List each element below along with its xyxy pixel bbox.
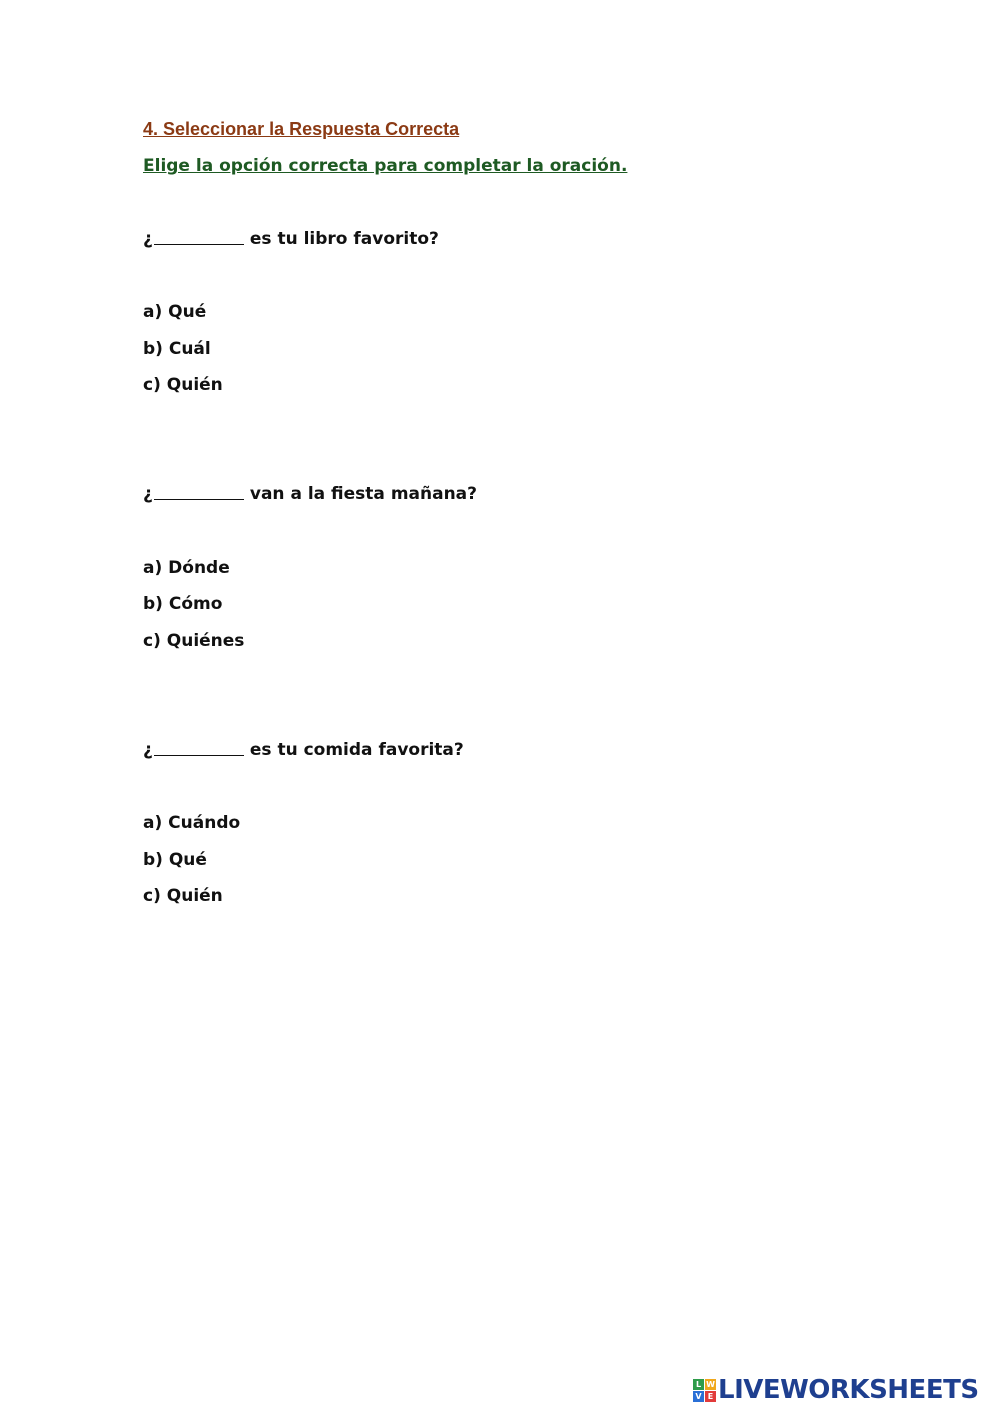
logo-mark-letter: V (693, 1391, 704, 1402)
question-prefix: ¿ (143, 484, 153, 504)
logo-mark-icon (693, 1379, 716, 1402)
logo-mark-letter: E (705, 1391, 716, 1402)
question-2-option-c[interactable]: c) Quiénes (143, 631, 245, 651)
logo-text: LIVEWORKSHEETS (718, 1375, 979, 1405)
question-3 (143, 740, 464, 760)
question-2-option-b[interactable]: b) Cómo (143, 594, 223, 614)
question-1-option-a[interactable]: a) Qué (143, 302, 207, 322)
question-1 (143, 229, 439, 249)
answer-blank[interactable] (154, 754, 244, 756)
logo-mark-letter: L (693, 1379, 704, 1390)
question-prefix: ¿ (143, 229, 153, 249)
answer-blank[interactable] (154, 243, 244, 245)
question-2 (143, 484, 477, 504)
question-3-option-b[interactable]: b) Qué (143, 850, 207, 870)
question-prefix: ¿ (143, 740, 153, 760)
question-text: es tu comida favorita? (249, 740, 464, 760)
question-3-option-c[interactable]: c) Quién (143, 886, 223, 906)
logo-mark-letter: W (706, 1379, 715, 1389)
liveworksheets-logo (693, 1374, 979, 1406)
question-text: es tu libro favorito? (249, 229, 439, 249)
question-3-option-a[interactable]: a) Cuándo (143, 813, 241, 833)
exercise-instruction: Elige la opción correcta para completar la oración. (143, 156, 628, 176)
question-2-option-a[interactable]: a) Dónde (143, 558, 230, 578)
question-1-option-c[interactable]: c) Quién (143, 375, 223, 395)
question-1-option-b[interactable]: b) Cuál (143, 339, 211, 359)
question-text: van a la fiesta mañana? (249, 484, 478, 504)
answer-blank[interactable] (154, 498, 244, 500)
exercise-heading: 4. Seleccionar la Respuesta Correcta (143, 119, 460, 139)
